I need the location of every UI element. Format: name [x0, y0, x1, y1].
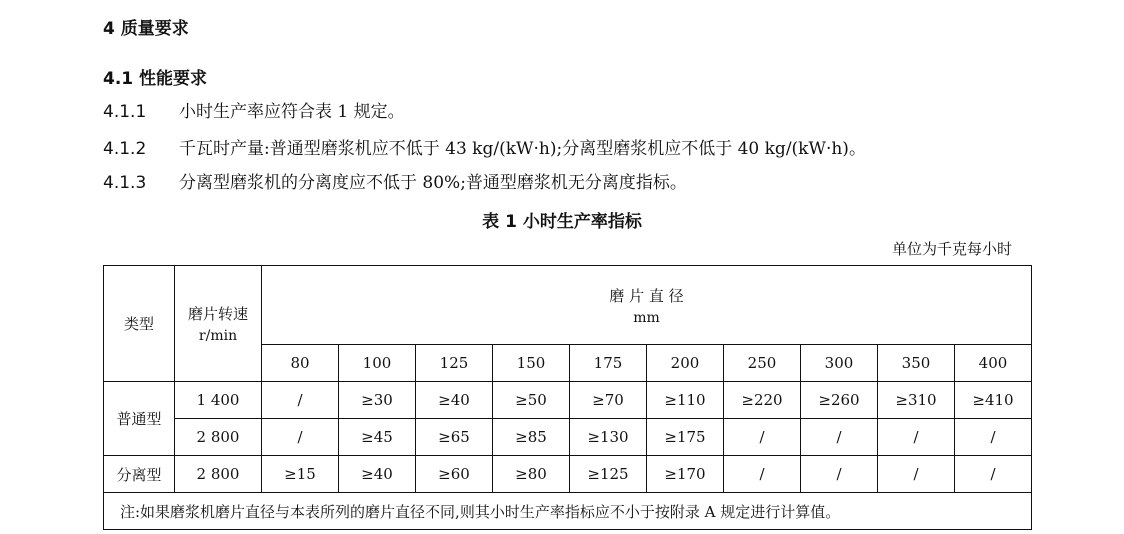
value-cell: ≥50: [493, 382, 570, 419]
paragraph-number: 4.1.1: [103, 102, 147, 122]
speed-cell: 2 800: [175, 456, 262, 493]
diameter-header-cell: 125: [416, 345, 493, 382]
header-speed-label: 磨片转速: [187, 305, 248, 323]
section-heading-4: 4 质量要求: [103, 19, 189, 39]
value-cell: ≥85: [493, 419, 570, 456]
value-cell: ≥310: [878, 382, 955, 419]
table-title: 表 1 小时生产率指标: [482, 212, 642, 232]
value-cell: ≥175: [647, 419, 724, 456]
diameter-header-cell: 400: [955, 345, 1032, 382]
value-cell: ≥60: [416, 456, 493, 493]
header-type: 类型: [104, 266, 175, 382]
table-row: [104, 382, 1032, 419]
unit-note: 单位为千克每小时: [891, 240, 1012, 258]
value-cell: ≥70: [570, 382, 647, 419]
value-cell: ≥40: [339, 456, 416, 493]
speed-cell: 1 400: [175, 382, 262, 419]
value-cell: /: [801, 419, 878, 456]
diameter-header-cell: 250: [724, 345, 801, 382]
paragraph-text: 千瓦时产量:普通型磨浆机应不低于 43 kg/(kW·h);分离型磨浆机应不低于 40 kg/(kW·h)。: [179, 139, 866, 159]
value-cell: ≥65: [416, 419, 493, 456]
paragraph-4-1-2: [103, 134, 866, 159]
paragraph-text: 小时生产率应符合表 1 规定。: [179, 102, 405, 122]
header-speed: [175, 266, 262, 382]
value-cell: /: [955, 419, 1032, 456]
value-cell: ≥110: [647, 382, 724, 419]
value-cell: /: [724, 419, 801, 456]
value-cell: ≥130: [570, 419, 647, 456]
table-row: [104, 456, 1032, 493]
speed-cell: 2 800: [175, 419, 262, 456]
header-diameter-unit: mm: [633, 309, 660, 326]
value-cell: /: [878, 456, 955, 493]
paragraph-4-1-1: [103, 97, 405, 122]
value-cell: /: [955, 456, 1032, 493]
value-cell: ≥30: [339, 382, 416, 419]
header-diameter: [262, 266, 1032, 345]
value-cell: /: [724, 456, 801, 493]
diameter-header-cell: 100: [339, 345, 416, 382]
diameter-header-cell: 350: [878, 345, 955, 382]
value-cell: /: [262, 382, 339, 419]
paragraph-text: 分离型磨浆机的分离度应不低于 80%;普通型磨浆机无分离度指标。: [179, 173, 687, 193]
value-cell: ≥125: [570, 456, 647, 493]
value-cell: /: [878, 419, 955, 456]
paragraph-number: 4.1.2: [103, 139, 147, 159]
type-cell: 分离型: [104, 456, 175, 493]
value-cell: ≥410: [955, 382, 1032, 419]
table-header-row: [104, 266, 1032, 345]
value-cell: ≥260: [801, 382, 878, 419]
value-cell: /: [801, 456, 878, 493]
diameter-header-cell: 80: [262, 345, 339, 382]
table-note: 注:如果磨浆机磨片直径与本表所列的磨片直径不同,则其小时生产率指标应不小于按附录 A 规定进行计算值。: [104, 493, 1032, 530]
type-cell: 普通型: [104, 382, 175, 456]
note-row: [104, 493, 1032, 530]
diameter-header-cell: 150: [493, 345, 570, 382]
value-cell: ≥15: [262, 456, 339, 493]
header-diameter-label: 磨 片 直 径: [609, 286, 684, 305]
productivity-table: [103, 265, 1032, 530]
value-cell: ≥80: [493, 456, 570, 493]
paragraph-number: 4.1.3: [103, 173, 147, 193]
header-speed-unit: r/min: [198, 328, 238, 344]
value-cell: ≥170: [647, 456, 724, 493]
value-cell: ≥40: [416, 382, 493, 419]
diameter-header-cell: 300: [801, 345, 878, 382]
table-row: [104, 419, 1032, 456]
value-cell: ≥220: [724, 382, 801, 419]
section-heading-4-1: 4.1 性能要求: [103, 69, 208, 89]
diameter-header-cell: 175: [570, 345, 647, 382]
diameter-header-cell: 200: [647, 345, 724, 382]
value-cell: /: [262, 419, 339, 456]
paragraph-4-1-3: [103, 168, 687, 193]
value-cell: ≥45: [339, 419, 416, 456]
